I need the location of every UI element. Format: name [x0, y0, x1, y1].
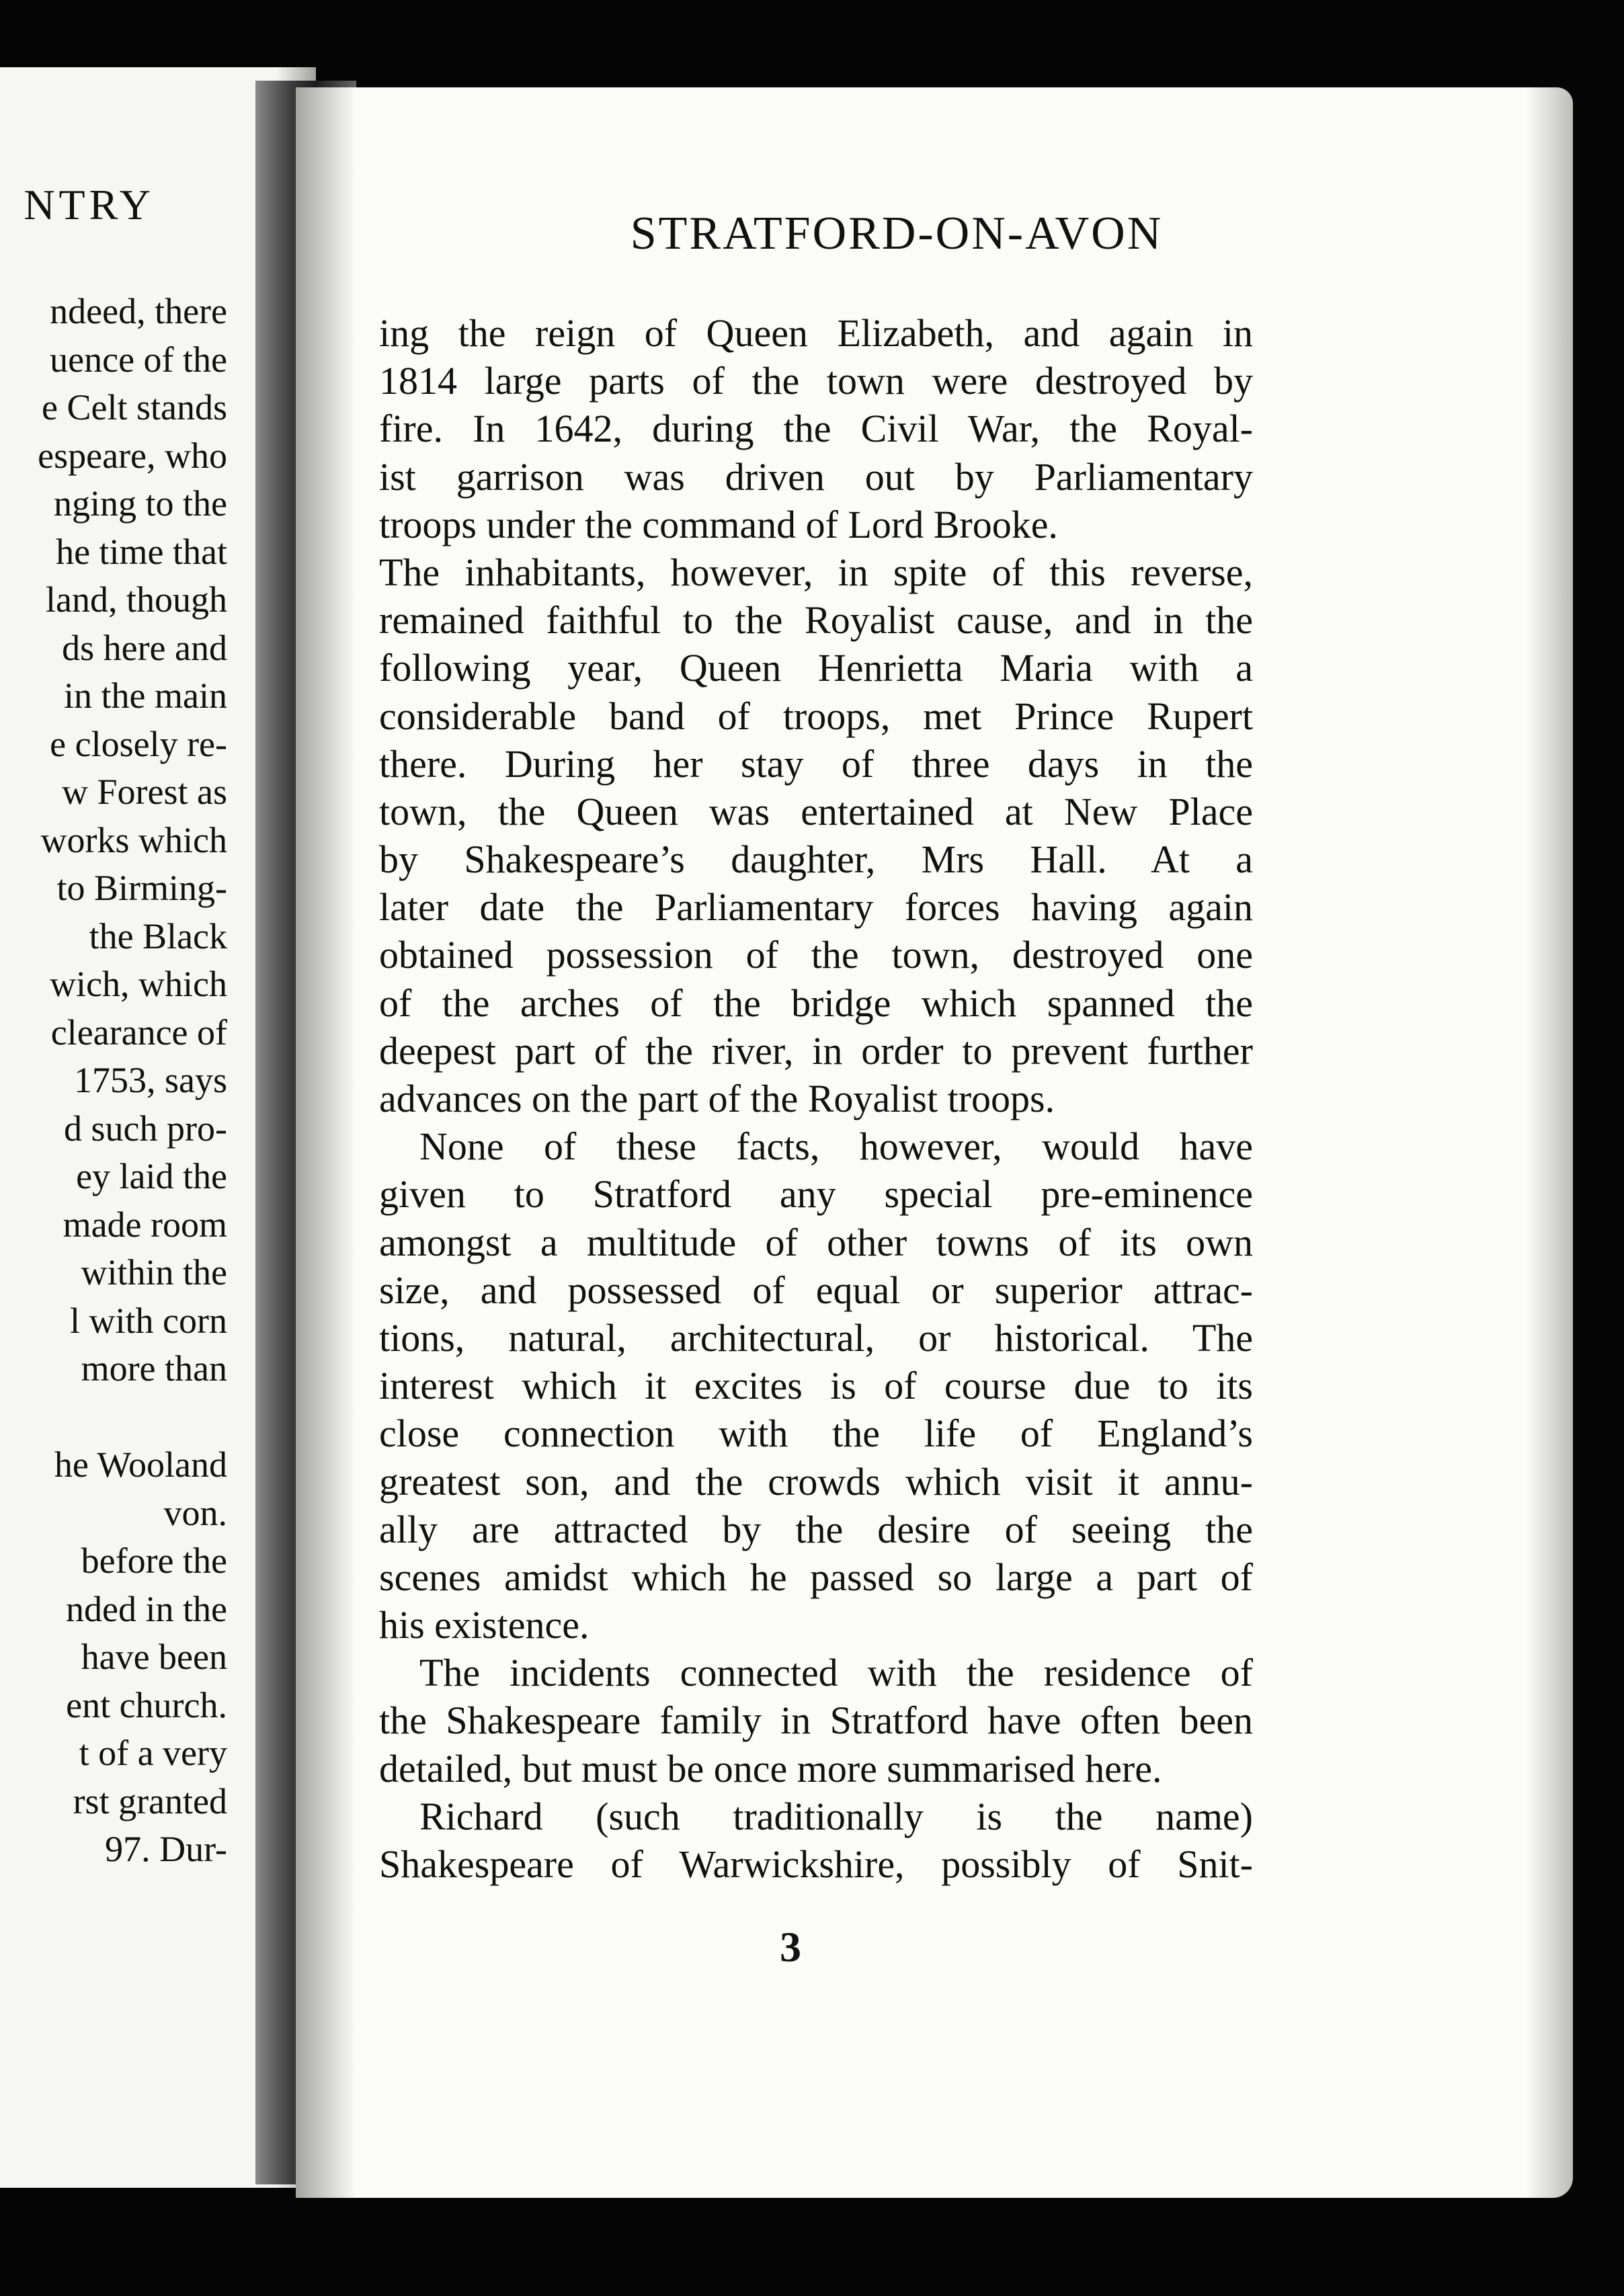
left-text-line: 1753, says	[74, 1060, 227, 1100]
text-line: The inhabitants, however, in spite of this reverse,	[379, 550, 1253, 594]
left-text-line: within the	[81, 1252, 227, 1293]
left-text-line: he Wooland	[54, 1444, 227, 1485]
left-text-line: w Forest as	[62, 772, 227, 812]
left-text-line: made room	[63, 1204, 227, 1245]
left-text-line: 97. Dur-	[105, 1829, 227, 1869]
text-line: Shakespeare of Warwickshire, possibly of Snit-	[379, 1842, 1253, 1886]
left-text-line: ndeed, there	[50, 291, 227, 331]
text-line: size, and possessed of equal or superior attrac-	[379, 1268, 1253, 1312]
left-text-line: nging to the	[54, 483, 227, 524]
running-head: STRATFORD-ON-AVON	[630, 208, 1164, 259]
left-text-line: nded in the	[66, 1588, 227, 1629]
left-text-line	[0, 1393, 227, 1442]
text-line: advances on the part of the Royalist troops.	[379, 1077, 1055, 1120]
left-text-line: before the	[81, 1541, 227, 1581]
left-text-line: t of a very	[79, 1733, 227, 1773]
left-text-line: more than	[81, 1348, 227, 1389]
text-line: greatest son, and the crowds which visit it annu-	[379, 1459, 1253, 1504]
text-line: detailed, but must be once more summarised here.	[379, 1746, 1162, 1791]
left-text-line: to Birming-	[56, 868, 227, 908]
text-line: fire. In 1642, during the Civil War, the Royal-	[379, 407, 1253, 451]
text-line: ally are attracted by the desire of seeing the	[379, 1507, 1253, 1551]
left-text-line: uence of the	[50, 339, 227, 380]
left-text-line: land, though	[46, 579, 227, 620]
text-line: following year, Queen Henrietta Maria with a	[379, 646, 1253, 690]
left-text-line: e closely re-	[50, 723, 227, 764]
text-line: The incidents connected with the residence of	[419, 1651, 1253, 1695]
left-text-line: espeare, who	[38, 435, 227, 476]
text-line: interest which it excites is of course due to its	[379, 1364, 1253, 1408]
text-line: later date the Parliamentary forces having again	[379, 885, 1253, 930]
right-page	[296, 87, 1573, 2198]
left-text-line: ent church.	[66, 1684, 227, 1725]
text-line: the Shakespeare family in Stratford have often been	[379, 1698, 1253, 1743]
left-text-line: works which	[40, 819, 227, 860]
left-text-line: d such pro-	[64, 1108, 227, 1149]
left-running-head: NTRY	[24, 181, 155, 229]
text-line: None of these facts, however, would have	[419, 1124, 1253, 1169]
text-line: ist garrison was driven out by Parliamentary	[379, 454, 1253, 499]
text-line: town, the Queen was entertained at New Place	[379, 789, 1253, 833]
left-text-line: rst granted	[73, 1780, 227, 1821]
text-line: close connection with the life of England’s	[379, 1411, 1253, 1456]
text-line: scenes amidst which he passed so large a part of	[379, 1555, 1253, 1599]
left-text-line: l with corn	[70, 1300, 227, 1341]
left-text-line: have been	[81, 1637, 227, 1677]
left-text-line: e Celt stands	[42, 387, 227, 427]
text-line: deepest part of the river, in order to prevent further	[379, 1028, 1253, 1073]
text-line: ing the reign of Queen Elizabeth, and again in	[379, 311, 1253, 355]
text-line: remained faithful to the Royalist cause, and in the	[379, 598, 1253, 643]
text-line: 1814 large parts of the town were destroyed by	[379, 359, 1253, 403]
text-line: there. During her stay of three days in the	[379, 741, 1253, 786]
left-text-line: ey laid the	[76, 1156, 227, 1196]
text-line: obtained possession of the town, destroyed one	[379, 933, 1253, 977]
text-line: amongst a multitude of other towns of its own	[379, 1220, 1253, 1264]
text-line: by Shakespeare’s daughter, Mrs Hall. At a	[379, 837, 1253, 882]
text-line: of the arches of the bridge which spanned the	[379, 981, 1253, 1025]
body-text	[379, 309, 1253, 1888]
text-line: given to Stratford any special pre-eminence	[379, 1172, 1253, 1217]
left-text-line: in the main	[64, 675, 227, 716]
page-number: 3	[780, 1923, 801, 1971]
left-text-block	[0, 288, 227, 1874]
text-line: his existence.	[379, 1603, 590, 1647]
left-text-line: von.	[163, 1492, 227, 1533]
text-line: troops under the command of Lord Brooke.	[379, 502, 1058, 546]
text-line: Richard (such traditionally is the name)	[419, 1794, 1253, 1838]
left-text-line: clearance of	[50, 1012, 227, 1053]
left-text-line: ds here and	[62, 627, 227, 668]
left-text-line: he time that	[56, 531, 227, 572]
text-line: considerable band of troops, met Prince Rupert	[379, 694, 1253, 738]
left-text-line: wich, which	[50, 964, 227, 1004]
left-text-line: the Black	[89, 915, 227, 956]
text-line: tions, natural, architectural, or historical. The	[379, 1315, 1253, 1360]
